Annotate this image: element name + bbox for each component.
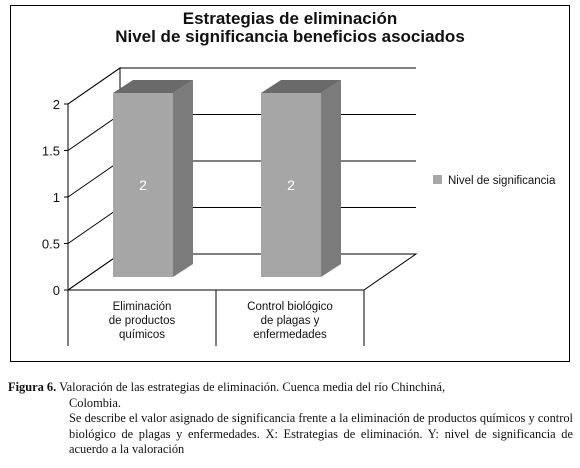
bar-data-label: 2 <box>287 177 295 193</box>
x-category-label: Control biológico <box>247 301 333 313</box>
gridline-diagonal <box>68 68 120 104</box>
y-tick-label: 1.5 <box>41 143 60 159</box>
x-category-label: químicos <box>118 329 166 341</box>
y-tick-label: 2 <box>52 97 60 112</box>
caption-description: Se describe el valor asignado de significancia frente a la eliminación de productos químicos y control biológico de plagas y enfermedades. X: Estrategias de eliminación. Y: nivel de significancia de acuerdo a la valoración <box>69 411 573 456</box>
figure-caption <box>8 380 573 458</box>
chart-title-line-1: Estrategias de eliminación <box>182 9 398 28</box>
x-category-label: enfermedades <box>253 329 327 341</box>
caption-label: Figura 6. <box>8 380 57 394</box>
y-tick-label: 0 <box>52 283 60 298</box>
gridline-diagonal <box>68 208 120 244</box>
bar-side-face <box>173 80 193 277</box>
caption-line-1: Valoración de las estrategias de eliminación. Cuenca media del río Chinchiná, <box>59 380 446 394</box>
gridline-diagonal <box>68 161 120 197</box>
y-tick-label: 0.5 <box>41 236 60 252</box>
bar-side-face <box>321 80 341 277</box>
y-tick-label: 1 <box>52 190 60 205</box>
x-category-label: de plagas y <box>260 315 320 327</box>
legend-swatch <box>433 175 442 184</box>
bar-data-label: 2 <box>139 177 147 193</box>
x-category-label: de productos <box>108 315 176 327</box>
x-category-label: Eliminación <box>112 301 172 313</box>
legend-label: Nivel de significancia <box>448 175 556 187</box>
gridline-diagonal <box>68 115 120 151</box>
chart-title-line-2: Nivel de significancia beneficios asociados <box>115 27 465 46</box>
caption-line-2: Colombia. <box>69 395 121 410</box>
